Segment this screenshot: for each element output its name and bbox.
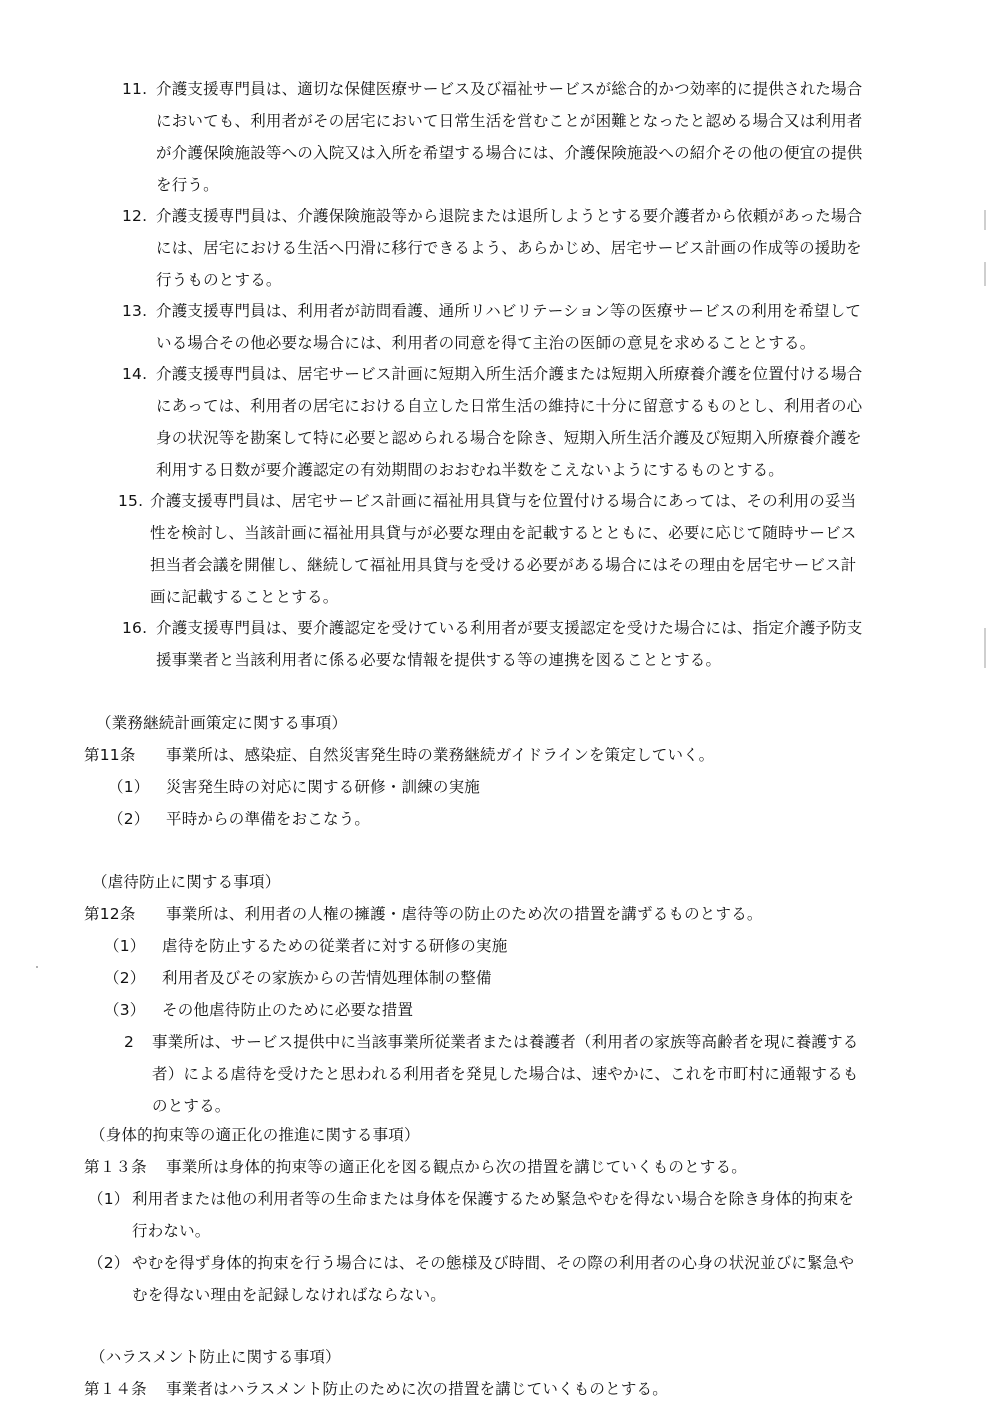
article-12-sub-2-number: （2） (104, 969, 146, 987)
item-14-line-4: 利用する日数が要介護認定の有効期間のおおむね半数をこえないようにするものとする。 (156, 461, 785, 479)
article-12-label: 第12条 (84, 905, 136, 923)
item-12-line-2: には、居宅における生活へ円滑に移行できるよう、あらかじめ、居宅サービス計画の作成等の援助を (156, 239, 862, 257)
item-11-line-2: においても、利用者がその居宅において日常生活を営むことが困難となったと認める場合又は利用者 (156, 112, 863, 130)
article-13-sub-2-number: （2） (88, 1254, 130, 1272)
item-14-number: 14. (122, 365, 148, 383)
article-12-sub-1-number: （1） (104, 937, 146, 955)
item-11-line-4: を行う。 (156, 176, 219, 194)
item-13-number: 13. (122, 302, 148, 320)
item-15-line-2: 性を検討し、当該計画に福祉用具貸与が必要な理由を記載するとともに、必要に応じて随時サービス (150, 524, 857, 542)
item-16-line-2: 援事業者と当該利用者に係る必要な情報を提供する等の連携を図ることとする。 (156, 651, 722, 669)
article-11-sub-2-number: （2） (108, 810, 150, 828)
article-13-sub-1-line-2: 行わない。 (132, 1222, 211, 1240)
item-13-line-2: いる場合その他必要な場合には、利用者の同意を得て主治の医師の意見を求めることとする。 (156, 334, 816, 352)
article-13-heading: （身体的拘束等の適正化の推進に関する事項） (90, 1126, 420, 1144)
article-13-sub-2-line-1: やむを得ず身体的拘束を行う場合には、その態様及び時間、その際の利用者の心身の状況並びに緊急や (132, 1254, 855, 1272)
article-11-text: 事業所は、感染症、自然災害発生時の業務継続ガイドラインを策定していく。 (166, 746, 715, 764)
article-14-text: 事業者はハラスメント防止のために次の措置を講じていくものとする。 (166, 1380, 668, 1398)
scan-edge-mark (984, 628, 986, 668)
item-11-line-3: が介護保険施設等への入院又は入所を希望する場合には、介護保険施設への紹介その他の便宜の提供 (156, 144, 863, 162)
item-11-number: 11. (122, 80, 148, 98)
article-12-para-2-line-2: 者）による虐待を受けたと思われる利用者を発見した場合は、速やかに、これを市町村に通報するも (152, 1065, 859, 1083)
item-12-line-1: 介護支援専門員は、介護保険施設等から退院または退所しようとする要介護者から依頼があった場合 (156, 207, 863, 225)
item-12-line-3: 行うものとする。 (156, 271, 282, 289)
article-14-heading: （ハラスメント防止に関する事項） (90, 1348, 341, 1366)
scan-edge-mark (984, 262, 986, 286)
article-11-heading: （業務継続計画策定に関する事項） (96, 714, 348, 732)
item-14-line-3: 身の状況等を勘案して特に必要と認められる場合を除き、短期入所生活介護及び短期入所療養介護を (156, 429, 862, 447)
item-12-number: 12. (122, 207, 148, 225)
article-11-sub-1-text: 災害発生時の対応に関する研修・訓練の実施 (166, 778, 481, 796)
item-16-line-1: 介護支援専門員は、要介護認定を受けている利用者が要支援認定を受けた場合には、指定介護予防支 (156, 619, 863, 637)
item-14-line-1: 介護支援専門員は、居宅サービス計画に短期入所生活介護または短期入所療養介護を位置付ける場合 (156, 365, 863, 383)
article-12-sub-1-text: 虐待を防止するための従業者に対する研修の実施 (162, 937, 508, 955)
article-13-text: 事業所は身体的拘束等の適正化を図る観点から次の措置を講じていくものとする。 (166, 1158, 747, 1176)
article-12-sub-3-number: （3） (104, 1001, 146, 1019)
item-15-line-1: 介護支援専門員は、居宅サービス計画に福祉用具貸与を位置付ける場合にあっては、その利用の妥当 (150, 492, 857, 510)
scan-dot (36, 966, 38, 968)
article-13-label: 第１３条 (84, 1158, 147, 1176)
item-14-line-2: にあっては、利用者の居宅における自立した日常生活の維持に十分に留意するものとし、利用者の心 (156, 397, 863, 415)
article-13-sub-1-line-1: 利用者または他の利用者等の生命または身体を保護するため緊急やむを得ない場合を除き身体的拘束を (132, 1190, 855, 1208)
article-11-sub-1-number: （1） (108, 778, 150, 796)
item-13-line-1: 介護支援専門員は、利用者が訪問看護、通所リハビリテーション等の医療サービスの利用を希望して (156, 302, 862, 320)
article-11-label: 第11条 (84, 746, 136, 764)
article-13-sub-1-number: （1） (88, 1190, 130, 1208)
item-16-number: 16. (122, 619, 148, 637)
article-12-sub-3-text: その他虐待防止のために必要な措置 (162, 1001, 414, 1019)
item-15-number: 15. (118, 492, 144, 510)
article-12-para-2-line-3: のとする。 (152, 1097, 231, 1115)
article-14-label: 第１４条 (84, 1380, 147, 1398)
item-11-line-1: 介護支援専門員は、適切な保健医療サービス及び福祉サービスが総合的かつ効率的に提供された場合 (156, 80, 863, 98)
article-12-para-2-line-1: 事業所は、サービス提供中に当該事業所従業者または養護者（利用者の家族等高齢者を現に養護する (152, 1033, 859, 1051)
article-12-text: 事業所は、利用者の人権の擁護・虐待等の防止のため次の措置を講ずるものとする。 (166, 905, 763, 923)
scan-edge-mark (984, 210, 986, 230)
item-15-line-3: 担当者会議を開催し、継続して福祉用具貸与を受ける必要がある場合にはその理由を居宅サービス計 (150, 556, 857, 574)
article-11-sub-2-text: 平時からの準備をおこなう。 (166, 810, 371, 828)
article-12-heading: （虐待防止に関する事項） (92, 873, 281, 891)
article-13-sub-2-line-2: むを得ない理由を記録しなければならない。 (132, 1286, 447, 1304)
item-15-line-4: 画に記載することとする。 (150, 588, 339, 606)
article-12-para-2-number: 2 (124, 1033, 135, 1051)
article-12-sub-2-text: 利用者及びその家族からの苦情処理体制の整備 (162, 969, 492, 987)
